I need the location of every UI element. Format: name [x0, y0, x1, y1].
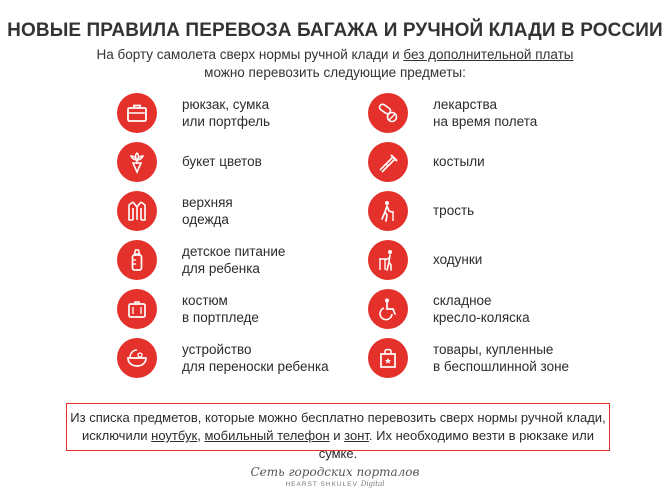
list-item — [368, 88, 569, 137]
coat-icon — [117, 191, 157, 231]
item-label: верхняя одежда — [182, 194, 233, 227]
flower-bouquet-icon — [117, 142, 157, 182]
footer-portal-name: Сеть городских порталов — [250, 465, 420, 479]
list-item — [117, 235, 329, 284]
page-title: НОВЫЕ ПРАВИЛА ПЕРЕВОЗА БАГАЖА И РУЧНОЙ КЛАДИ В РОССИИ — [7, 20, 663, 41]
walking-cane-icon — [368, 191, 408, 231]
notice-separator: , — [197, 428, 205, 443]
subtitle-text-1: На борту самолета сверх нормы ручной клади и — [96, 47, 404, 62]
footer-logo — [0, 465, 670, 488]
list-item — [117, 186, 329, 235]
list-item — [368, 284, 569, 333]
list-item — [368, 235, 569, 284]
notice-text: исключили — [82, 428, 152, 443]
baby-carrier-icon — [117, 338, 157, 378]
list-item — [368, 137, 569, 186]
briefcase-icon — [117, 93, 157, 133]
baby-bottle-icon — [117, 240, 157, 280]
item-label: костыли — [433, 154, 485, 169]
list-item — [368, 186, 569, 235]
list-item — [117, 333, 329, 382]
notice-phone: мобильный телефон — [204, 428, 330, 443]
notice-separator: и — [329, 428, 345, 443]
subtitle-text-2: можно перевозить следующие предметы: — [204, 65, 466, 80]
list-item — [368, 333, 569, 382]
footer-company — [0, 480, 670, 488]
page-subtitle — [0, 46, 670, 82]
footer-company-suffix: Digital — [360, 480, 385, 488]
list-item — [117, 137, 329, 186]
walker-icon — [368, 240, 408, 280]
item-label: складное кресло-коляска — [433, 292, 530, 325]
pills-icon — [368, 93, 408, 133]
list-item — [117, 284, 329, 333]
list-item — [117, 88, 329, 137]
crutches-icon — [368, 142, 408, 182]
item-label: устройство для переноски ребенка — [182, 341, 329, 374]
left-items-column — [117, 88, 329, 382]
item-label: рюкзак, сумка или портфель — [182, 96, 271, 129]
subtitle-link-free: без дополнительной платы — [403, 47, 574, 62]
shopping-bag-icon — [368, 338, 408, 378]
right-items-column — [368, 88, 569, 382]
notice-laptop: ноутбук — [151, 428, 198, 443]
garment-bag-icon — [117, 289, 157, 329]
notice-line-1: Из списка предметов, которые можно бесплатно перевозить сверх нормы ручной клади, — [70, 410, 606, 425]
item-label: букет цветов — [182, 154, 262, 169]
notice-text: . Их необходимо везти в рюкзаке или сумке. — [318, 428, 594, 461]
item-label: детское питание для ребенка — [182, 243, 286, 276]
item-label: костюм в портпледе — [182, 292, 259, 325]
item-label: трость — [433, 203, 475, 218]
footer-company-name: HEARST SHKULEV — [285, 481, 358, 488]
item-label: ходунки — [433, 252, 483, 267]
wheelchair-icon — [368, 289, 408, 329]
item-label: лекарства на время полета — [433, 96, 538, 129]
item-label: товары, купленные в беспошлинной зоне — [433, 341, 570, 374]
notice-umbrella: зонт — [344, 428, 369, 443]
excluded-items-notice — [66, 403, 610, 461]
